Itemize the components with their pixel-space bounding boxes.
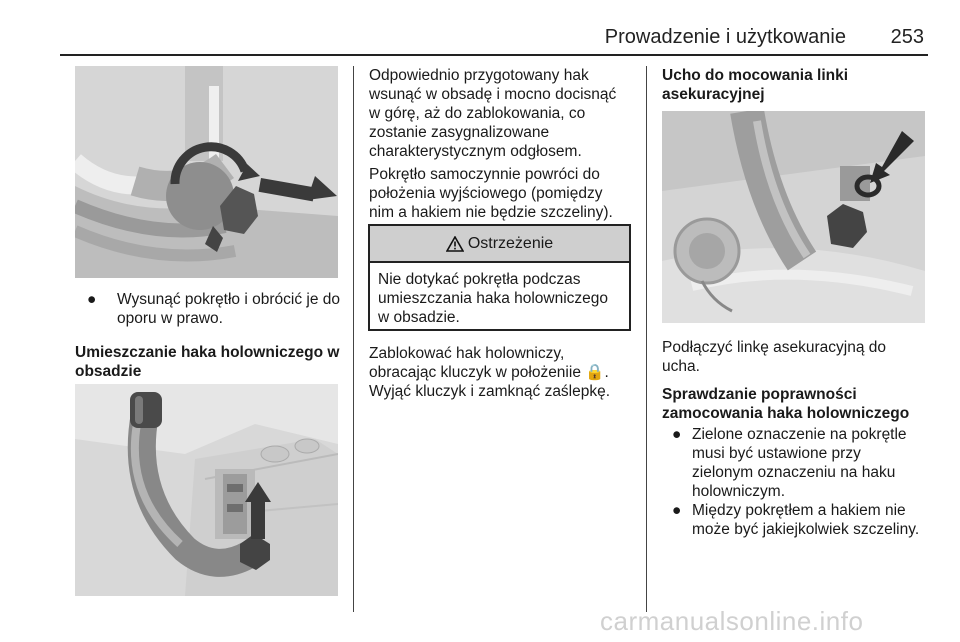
- column-divider-1: [353, 66, 354, 612]
- heading-safety-eye: Ucho do mocowania linki asekuracyjnej: [662, 67, 849, 103]
- bullet-dot: ●: [87, 291, 97, 308]
- page-number: 253: [890, 26, 924, 48]
- section-title: Prowadzenie i użytkowanie: [604, 26, 846, 48]
- knob-rotate-illustration: [75, 66, 338, 278]
- paragraph-lock-hook: Zablokować hak holowniczy, obracając kluczyk w położeniie 🔒. Wyjąć kluczyk i zamknąć zaślepkę.: [369, 345, 611, 400]
- paragraph-attach-cable: Podłączyć linkę asekuracyjną do ucha.: [662, 339, 887, 375]
- column-divider-2: [646, 66, 647, 612]
- warning-header: [370, 226, 629, 263]
- figure-hook-insert: [75, 384, 338, 596]
- figure-safety-eye: [662, 111, 925, 323]
- warning-triangle-icon: [446, 236, 464, 252]
- warning-box: [368, 224, 631, 331]
- hook-insert-illustration: [75, 384, 338, 596]
- bullet-dot: ●: [672, 426, 682, 443]
- heading-check-mounting: Sprawdzanie poprawności zamocowania haka holowniczego: [662, 386, 910, 422]
- bullet-text: [117, 290, 340, 328]
- safety-eye-illustration: [662, 111, 925, 323]
- warning-text: Nie dotykać pokrętła podczas umieszczania haka holowniczego w obsadzie.: [378, 271, 609, 326]
- paragraph-insert-hook: Odpowiednio przygotowany hak wsunąć w obsadę i mocno docisnąć w górę, aż do zablokowania, co zostanie zasygnalizowane charakterystycznym odgłosem.: [369, 67, 617, 160]
- heading-place-hook: Umieszczanie haka holowniczego w obsadzie: [75, 344, 340, 380]
- figure-knob-rotate: [75, 66, 338, 278]
- bullet-text-content: Wysunąć pokrętło i obrócić je do oporu w prawo.: [117, 291, 340, 327]
- page-header: [60, 18, 928, 56]
- paragraph-knob-return: Pokrętło samoczynnie powróci do położenia wyjściowego (pomiędzy nim a hakiem nie będzie szczeliny).: [369, 166, 613, 221]
- warning-title: Ostrzeżenie: [467, 234, 554, 252]
- bullet-text: Zielone oznaczenie na pokrętle musi być ustawione przy zielonym oznaczeniu na haku holowniczym.: [692, 426, 907, 500]
- bullet-text: Między pokrętłem a hakiem nie może być jakiejkolwiek szczeliny.: [692, 502, 920, 538]
- bullet-dot: ●: [672, 502, 682, 519]
- watermark: carmanualsonline.info: [600, 606, 864, 636]
